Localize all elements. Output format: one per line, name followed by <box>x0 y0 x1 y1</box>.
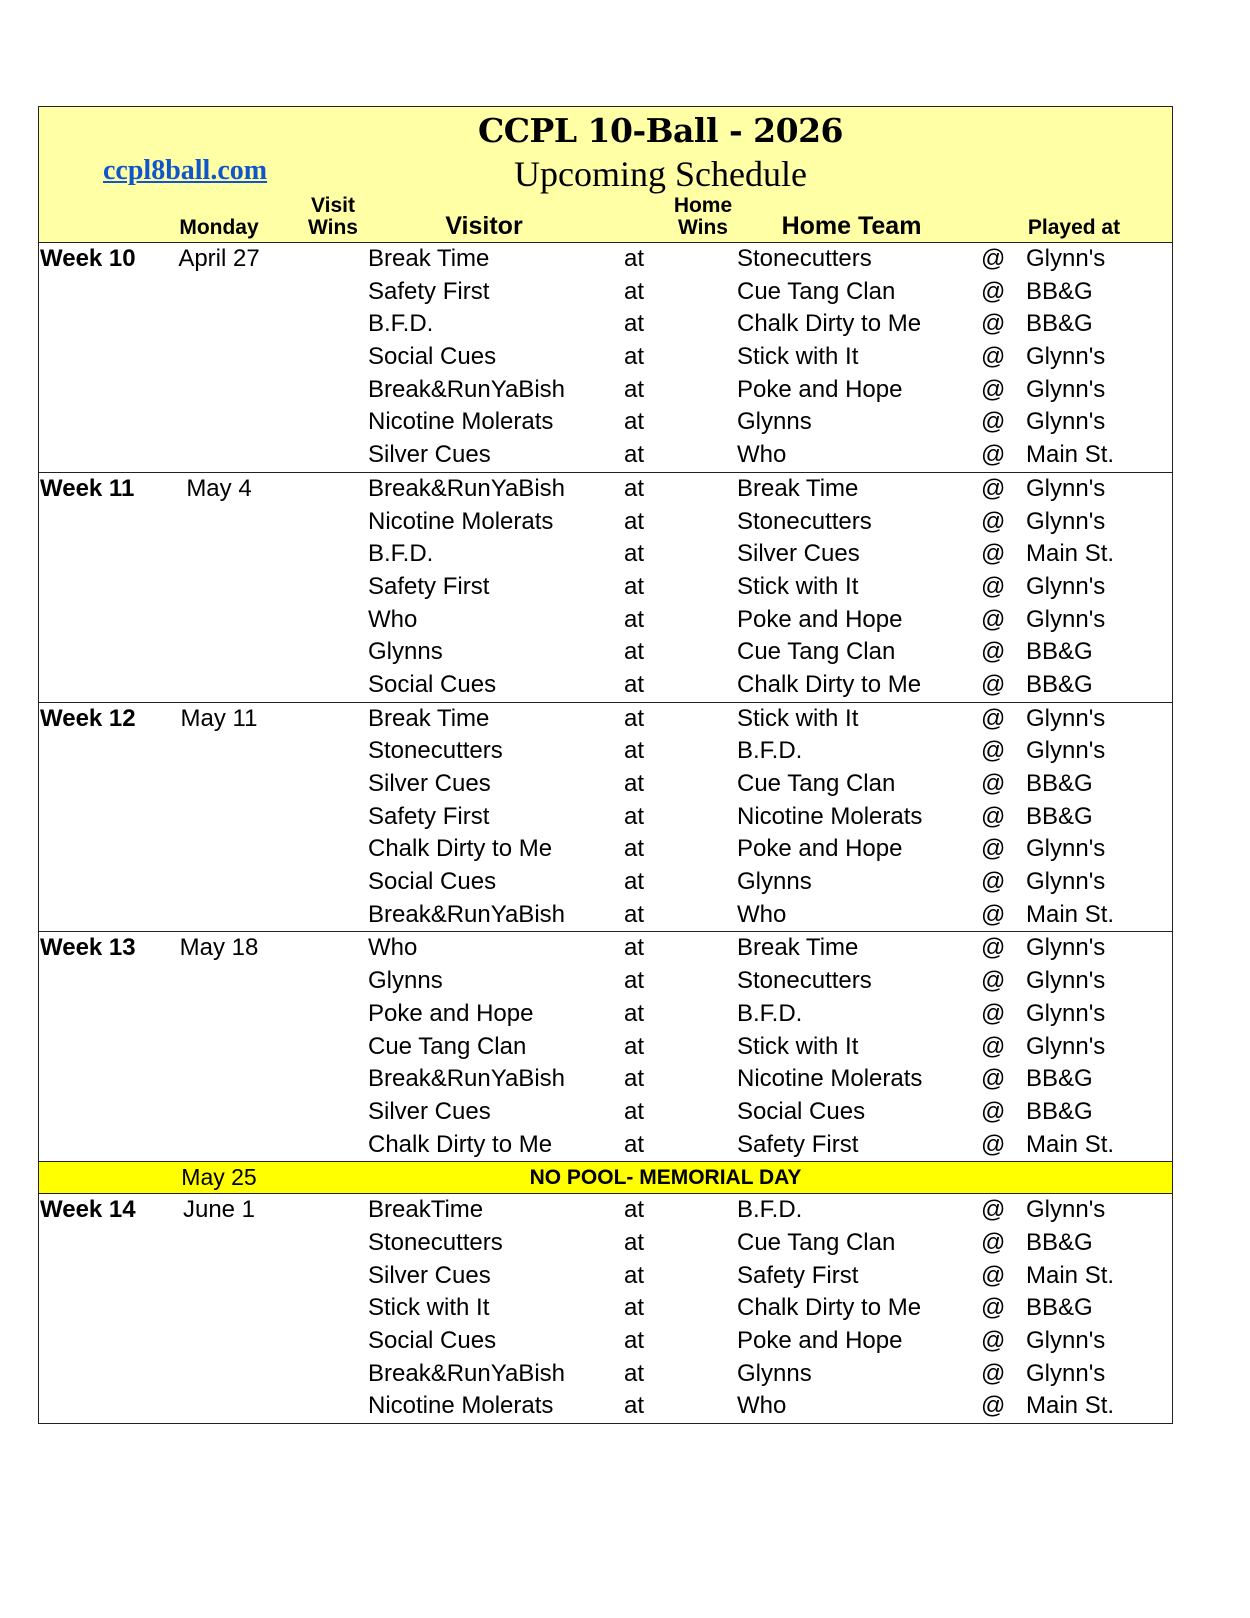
schedule-body <box>39 243 1172 1423</box>
at-symbol: @ <box>981 1130 1006 1158</box>
at-symbol: @ <box>981 999 1006 1027</box>
at-symbol: @ <box>981 802 1006 830</box>
venue: BB&G <box>1026 638 1093 666</box>
at-symbol: @ <box>981 704 1006 732</box>
venue: Main St. <box>1026 900 1115 928</box>
visitor-team: Who <box>368 934 418 962</box>
at-symbol: @ <box>981 1359 1006 1387</box>
visitor-team: Social Cues <box>368 868 497 896</box>
visitor-team: Glynns <box>368 967 443 995</box>
venue: Main St. <box>1026 1130 1115 1158</box>
at-symbol: @ <box>981 1327 1006 1354</box>
venue: BB&G <box>1026 770 1093 797</box>
visitor-team: Social Cues <box>368 670 497 698</box>
venue: Glynn's <box>1026 507 1106 535</box>
venue: Glynn's <box>1026 999 1106 1027</box>
table-row <box>39 1096 1172 1129</box>
table-row <box>39 703 1172 736</box>
visitor-team: Who <box>368 605 418 633</box>
week-date: April 27 <box>178 245 260 272</box>
visitor-team: Poke and Hope <box>368 999 534 1027</box>
at-symbol: @ <box>981 638 1006 666</box>
holiday-date: May 25 <box>181 1164 257 1191</box>
at-word: at <box>624 770 645 797</box>
at-symbol: @ <box>981 441 1006 469</box>
table-row <box>39 636 1172 669</box>
at-symbol: @ <box>981 1032 1006 1060</box>
week-group <box>39 243 1172 473</box>
at-word: at <box>624 737 645 765</box>
venue: BB&G <box>1026 670 1093 698</box>
visitor-team: Social Cues <box>368 1327 497 1354</box>
home-team: Silver Cues <box>737 540 860 568</box>
week-group <box>39 473 1172 703</box>
at-word: at <box>624 1294 645 1322</box>
at-symbol: @ <box>981 1097 1006 1125</box>
table-row <box>39 308 1172 341</box>
at-symbol: @ <box>981 1294 1006 1322</box>
at-symbol: @ <box>981 277 1006 305</box>
home-team: Cue Tang Clan <box>737 1228 896 1256</box>
at-word: at <box>624 605 645 633</box>
at-word: at <box>624 277 645 305</box>
home-team: Safety First <box>737 1130 859 1158</box>
venue: Main St. <box>1026 441 1115 469</box>
at-word: at <box>624 670 645 698</box>
at-word: at <box>624 245 645 272</box>
home-team: Glynns <box>737 868 812 896</box>
visitor-team: B.F.D. <box>368 310 434 338</box>
venue: Main St. <box>1026 1392 1115 1420</box>
holiday-message: NO POOL- MEMORIAL DAY <box>529 1166 802 1190</box>
at-word: at <box>624 1196 645 1224</box>
home-team: Who <box>737 900 787 928</box>
at-word: at <box>624 638 645 666</box>
week-label: Week 12 <box>40 704 136 732</box>
col-home-team: Home Team <box>781 212 922 240</box>
home-team: Poke and Hope <box>737 375 903 403</box>
at-word: at <box>624 704 645 732</box>
schedule-table <box>38 106 1173 1424</box>
at-symbol: @ <box>981 737 1006 765</box>
venue: Main St. <box>1026 540 1115 568</box>
visitor-team: Break&RunYaBish <box>368 1065 565 1093</box>
at-symbol: @ <box>981 474 1006 502</box>
at-word: at <box>624 1261 645 1289</box>
week-date: June 1 <box>182 1196 256 1224</box>
at-symbol: @ <box>981 375 1006 403</box>
venue: BB&G <box>1026 277 1093 305</box>
table-row <box>39 735 1172 768</box>
home-team: Nicotine Molerats <box>737 1065 923 1093</box>
table-row <box>39 1031 1172 1064</box>
at-word: at <box>624 507 645 535</box>
table-row <box>39 506 1172 539</box>
table-row <box>39 406 1172 439</box>
venue: Glynn's <box>1026 737 1106 765</box>
week-group <box>39 1194 1172 1423</box>
at-symbol: @ <box>981 934 1006 962</box>
visitor-team: Stonecutters <box>368 1228 503 1256</box>
home-team: Chalk Dirty to Me <box>737 1294 922 1322</box>
schedule-header <box>39 107 1172 243</box>
home-team: Glynns <box>737 1359 812 1387</box>
visitor-team: Break Time <box>368 704 490 732</box>
at-symbol: @ <box>981 408 1006 436</box>
home-team: Stick with It <box>737 704 859 732</box>
at-word: at <box>624 1228 645 1256</box>
table-row <box>39 998 1172 1031</box>
week-date: May 4 <box>186 474 252 502</box>
venue: Main St. <box>1026 1261 1115 1289</box>
at-symbol: @ <box>981 540 1006 568</box>
week-label: Week 13 <box>40 934 136 962</box>
home-team: Poke and Hope <box>737 605 903 633</box>
table-row <box>39 1358 1172 1391</box>
week-date: May 18 <box>179 934 259 962</box>
home-team: Social Cues <box>737 1097 866 1125</box>
home-team: Poke and Hope <box>737 1327 903 1354</box>
visitor-team: Break&RunYaBish <box>368 1359 565 1387</box>
at-symbol: @ <box>981 1261 1006 1289</box>
venue: BB&G <box>1026 1228 1093 1256</box>
at-word: at <box>624 868 645 896</box>
table-row <box>39 1194 1172 1227</box>
table-row <box>39 801 1172 834</box>
visitor-team: Break&RunYaBish <box>368 375 565 403</box>
home-team: Cue Tang Clan <box>737 638 896 666</box>
home-team: B.F.D. <box>737 1196 803 1224</box>
venue: BB&G <box>1026 310 1093 338</box>
page-subtitle: Upcoming Schedule <box>514 154 807 194</box>
home-team: Stonecutters <box>737 245 872 272</box>
home-team: B.F.D. <box>737 999 803 1027</box>
table-row <box>39 276 1172 309</box>
table-row <box>39 538 1172 571</box>
venue: Glynn's <box>1026 1327 1106 1354</box>
venue: Glynn's <box>1026 375 1106 403</box>
home-team: Poke and Hope <box>737 835 903 863</box>
table-row <box>39 866 1172 899</box>
visitor-team: Safety First <box>368 572 490 600</box>
at-word: at <box>624 474 645 502</box>
at-word: at <box>624 1392 645 1420</box>
venue: Glynn's <box>1026 1032 1106 1060</box>
at-word: at <box>624 967 645 995</box>
home-team: Cue Tang Clan <box>737 770 896 797</box>
table-row <box>39 1063 1172 1096</box>
home-team: Cue Tang Clan <box>737 277 896 305</box>
week-group <box>39 932 1172 1162</box>
home-team: B.F.D. <box>737 737 803 765</box>
venue: Glynn's <box>1026 572 1106 600</box>
venue: Glynn's <box>1026 934 1106 962</box>
venue: BB&G <box>1026 1097 1093 1125</box>
visitor-team: Chalk Dirty to Me <box>368 1130 553 1158</box>
at-word: at <box>624 540 645 568</box>
home-team: Who <box>737 441 787 469</box>
col-played-at: Played at <box>1027 216 1121 239</box>
week-date: May 11 <box>180 704 258 732</box>
at-symbol: @ <box>981 605 1006 633</box>
at-symbol: @ <box>981 245 1006 272</box>
home-team: Stick with It <box>737 1032 859 1060</box>
home-team: Nicotine Molerats <box>737 802 923 830</box>
at-symbol: @ <box>981 835 1006 863</box>
visitor-team: Safety First <box>368 802 490 830</box>
venue: Glynn's <box>1026 1196 1106 1224</box>
table-row <box>39 932 1172 965</box>
at-symbol: @ <box>981 343 1006 371</box>
table-row <box>39 1260 1172 1293</box>
visitor-team: BreakTime <box>368 1196 484 1224</box>
visitor-team: Nicotine Molerats <box>368 408 554 436</box>
table-row <box>39 571 1172 604</box>
home-team: Chalk Dirty to Me <box>737 670 922 698</box>
visitor-team: Break&RunYaBish <box>368 474 565 502</box>
venue: Glynn's <box>1026 868 1106 896</box>
home-team: Break Time <box>737 934 859 962</box>
venue: Glynn's <box>1026 835 1106 863</box>
table-row <box>39 1227 1172 1260</box>
venue: Glynn's <box>1026 967 1106 995</box>
venue: BB&G <box>1026 1294 1093 1322</box>
at-symbol: @ <box>981 670 1006 698</box>
at-symbol: @ <box>981 868 1006 896</box>
col-monday: Monday <box>179 216 259 239</box>
holiday-row <box>39 1162 1172 1194</box>
table-row <box>39 374 1172 407</box>
visitor-team: Social Cues <box>368 343 497 371</box>
at-word: at <box>624 1359 645 1387</box>
table-row <box>39 439 1172 472</box>
at-word: at <box>624 1065 645 1093</box>
venue: BB&G <box>1026 1065 1093 1093</box>
table-row <box>39 243 1172 276</box>
at-word: at <box>624 900 645 928</box>
home-team: Who <box>737 1392 787 1420</box>
table-row <box>39 1129 1172 1162</box>
at-symbol: @ <box>981 507 1006 535</box>
at-word: at <box>624 802 645 830</box>
week-label: Week 10 <box>40 245 136 272</box>
at-symbol: @ <box>981 310 1006 338</box>
home-team: Glynns <box>737 408 812 436</box>
week-label: Week 14 <box>40 1196 136 1224</box>
home-team: Stick with It <box>737 572 859 600</box>
at-word: at <box>624 835 645 863</box>
table-row <box>39 604 1172 637</box>
at-word: at <box>624 572 645 600</box>
at-symbol: @ <box>981 1228 1006 1256</box>
at-word: at <box>624 1327 645 1354</box>
col-home-wins: Home Wins <box>673 194 733 239</box>
venue: Glynn's <box>1026 474 1106 502</box>
at-symbol: @ <box>981 900 1006 928</box>
week-group <box>39 703 1172 933</box>
table-row <box>39 1325 1172 1358</box>
at-word: at <box>624 441 645 469</box>
at-word: at <box>624 408 645 436</box>
home-team: Stonecutters <box>737 967 872 995</box>
visitor-team: Nicotine Molerats <box>368 507 554 535</box>
home-team: Safety First <box>737 1261 859 1289</box>
visitor-team: Break Time <box>368 245 490 272</box>
col-visitor: Visitor <box>445 212 523 240</box>
at-symbol: @ <box>981 572 1006 600</box>
venue: Glynn's <box>1026 605 1106 633</box>
home-team: Break Time <box>737 474 859 502</box>
visitor-team: Safety First <box>368 277 490 305</box>
at-symbol: @ <box>981 1392 1006 1420</box>
at-symbol: @ <box>981 1065 1006 1093</box>
venue: Glynn's <box>1026 245 1106 272</box>
venue: Glynn's <box>1026 704 1106 732</box>
visitor-team: Silver Cues <box>368 441 491 469</box>
website-link[interactable]: ccpl8ball.com <box>103 155 268 186</box>
at-symbol: @ <box>981 967 1006 995</box>
visitor-team: Stick with It <box>368 1294 490 1322</box>
at-word: at <box>624 1032 645 1060</box>
table-row <box>39 473 1172 506</box>
visitor-team: Stonecutters <box>368 737 503 765</box>
table-row <box>39 965 1172 998</box>
visitor-team: Silver Cues <box>368 1097 491 1125</box>
visitor-team: B.F.D. <box>368 540 434 568</box>
visitor-team: Nicotine Molerats <box>368 1392 554 1420</box>
venue: Glynn's <box>1026 1359 1106 1387</box>
visitor-team: Silver Cues <box>368 1261 491 1289</box>
at-symbol: @ <box>981 1196 1006 1224</box>
page-title: CCPL 10-Ball - 2026 <box>477 111 844 150</box>
visitor-team: Silver Cues <box>368 770 491 797</box>
table-row <box>39 768 1172 801</box>
at-word: at <box>624 1130 645 1158</box>
visitor-team: Cue Tang Clan <box>368 1032 527 1060</box>
table-row <box>39 669 1172 702</box>
table-row <box>39 341 1172 374</box>
visitor-team: Chalk Dirty to Me <box>368 835 553 863</box>
visitor-team: Glynns <box>368 638 443 666</box>
at-word: at <box>624 375 645 403</box>
venue: Glynn's <box>1026 343 1106 371</box>
col-visit-wins: Visit Wins <box>308 194 358 239</box>
venue: BB&G <box>1026 802 1093 830</box>
at-word: at <box>624 310 645 338</box>
home-team: Chalk Dirty to Me <box>737 310 922 338</box>
visitor-team: Break&RunYaBish <box>368 900 565 928</box>
at-symbol: @ <box>981 770 1006 797</box>
table-row <box>39 1390 1172 1423</box>
table-row <box>39 1292 1172 1325</box>
at-word: at <box>624 999 645 1027</box>
home-team: Stick with It <box>737 343 859 371</box>
table-row <box>39 899 1172 932</box>
at-word: at <box>624 934 645 962</box>
at-word: at <box>624 343 645 371</box>
at-word: at <box>624 1097 645 1125</box>
home-team: Stonecutters <box>737 507 872 535</box>
venue: Glynn's <box>1026 408 1106 436</box>
table-row <box>39 833 1172 866</box>
week-label: Week 11 <box>40 474 135 502</box>
